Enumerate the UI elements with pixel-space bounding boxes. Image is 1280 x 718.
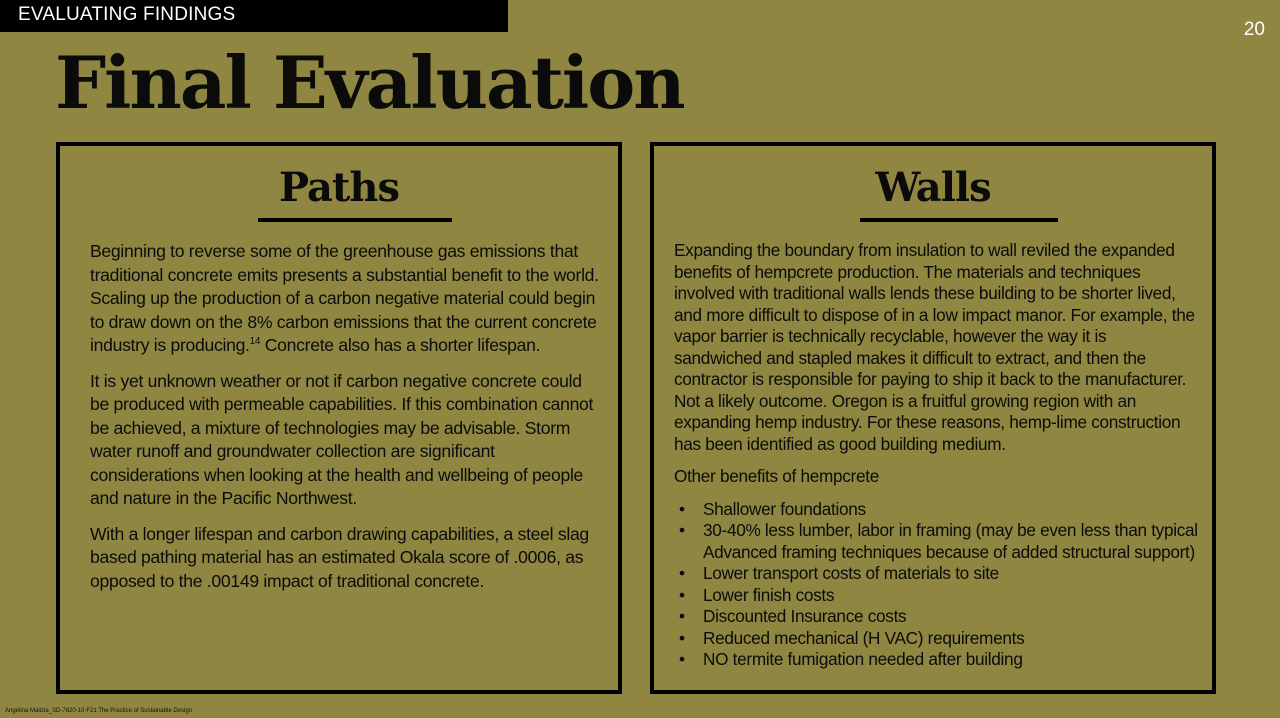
list-item (674, 606, 1198, 628)
page-title: Final Evaluation (55, 40, 684, 125)
walls-heading: Walls (875, 164, 991, 211)
benefit-text: Shallower foundations (703, 498, 866, 519)
page-number: 20 (1243, 19, 1265, 40)
section-label: EVALUATING FINDINGS (18, 4, 236, 25)
footer-credit: Angelina Malizia_SD-7620-10-F21 The Practice of Sustainable Design (5, 708, 192, 714)
paths-paragraph-1-end: Concrete also has a shorter lifespan. (260, 335, 541, 355)
footnote-marker: 14 (249, 336, 261, 348)
benefit-text: 30-40% less lumber, labor in framing (may be even less than typical Advanced framing techniques because of added structural support) (703, 520, 1198, 562)
bullet-icon: • (679, 649, 685, 669)
paths-heading: Paths (279, 164, 399, 211)
bullet-icon: • (679, 584, 685, 605)
bullet-icon: • (679, 563, 685, 583)
list-item (674, 563, 1198, 585)
bullet-icon: • (679, 498, 685, 519)
paths-body (90, 240, 600, 605)
benefit-text: NO termite fumigation needed after building (703, 649, 1023, 669)
benefits-list (674, 499, 1198, 671)
section-header-bar (0, 0, 508, 32)
bullet-icon: • (679, 520, 685, 540)
walls-paragraph-1: Expanding the boundary from insulation to wall reviled the expanded benefits of hempcrete production. The materials and techniques involved with traditional walls lends these building to be shorter lived, and more difficult to dispose of in a low impact manor. For example, the vapor barrier is technically recyclable, however the way it is sandwiched and stapled makes it difficult to extract, and then the contractor is responsible for paying to ship it back to the manufacturer. Not a likely outcome. Oregon is a fruitful growing region with an expanding hemp industry. For these reasons, hemp-lime construction has been identified as good building medium. (674, 240, 1195, 454)
benefit-text: Lower finish costs (703, 584, 835, 605)
paths-paragraph-3: With a longer lifespan and carbon drawing capabilities, a steel slag based pathing material has an estimated Okala score of .0006, as opposed to the .00149 impact of traditional concrete. (90, 523, 589, 591)
walls-body (674, 240, 1198, 671)
bullet-icon: • (679, 606, 685, 626)
walls-heading-underline (860, 218, 1058, 222)
paths-paragraph-1 (90, 240, 600, 358)
paths-paragraph-1-text: Beginning to reverse some of the greenhouse gas emissions that traditional concrete emits presents a substantial benefit to the world. Scaling up the production of a carbon negative material could begin to draw down on the 8% carbon emissions that the current concrete industry is producing. (90, 241, 599, 355)
list-item (674, 628, 1198, 650)
list-item (674, 649, 1198, 671)
benefit-text: Discounted Insurance costs (703, 606, 907, 626)
paths-panel (56, 142, 622, 694)
benefit-text: Reduced mechanical (H VAC) requirements (703, 627, 1025, 648)
bullet-icon: • (679, 627, 685, 648)
benefit-text: Lower transport costs of materials to site (703, 563, 999, 583)
list-item (674, 499, 1198, 521)
walls-panel (650, 142, 1216, 694)
paths-paragraph-2: It is yet unknown weather or not if carbon negative concrete could be produced with permeable capabilities. If this combination cannot be achieved, a mixture of technologies may be advisable. Storm water runoff and groundwater collection are significant considerations when looking at the health and wellbeing of people and nature in the Pacific Northwest. (90, 370, 594, 508)
paths-heading-underline (258, 218, 452, 222)
list-item (674, 585, 1198, 607)
benefits-title: Other benefits of hempcrete (674, 466, 879, 486)
list-item (674, 520, 1198, 563)
